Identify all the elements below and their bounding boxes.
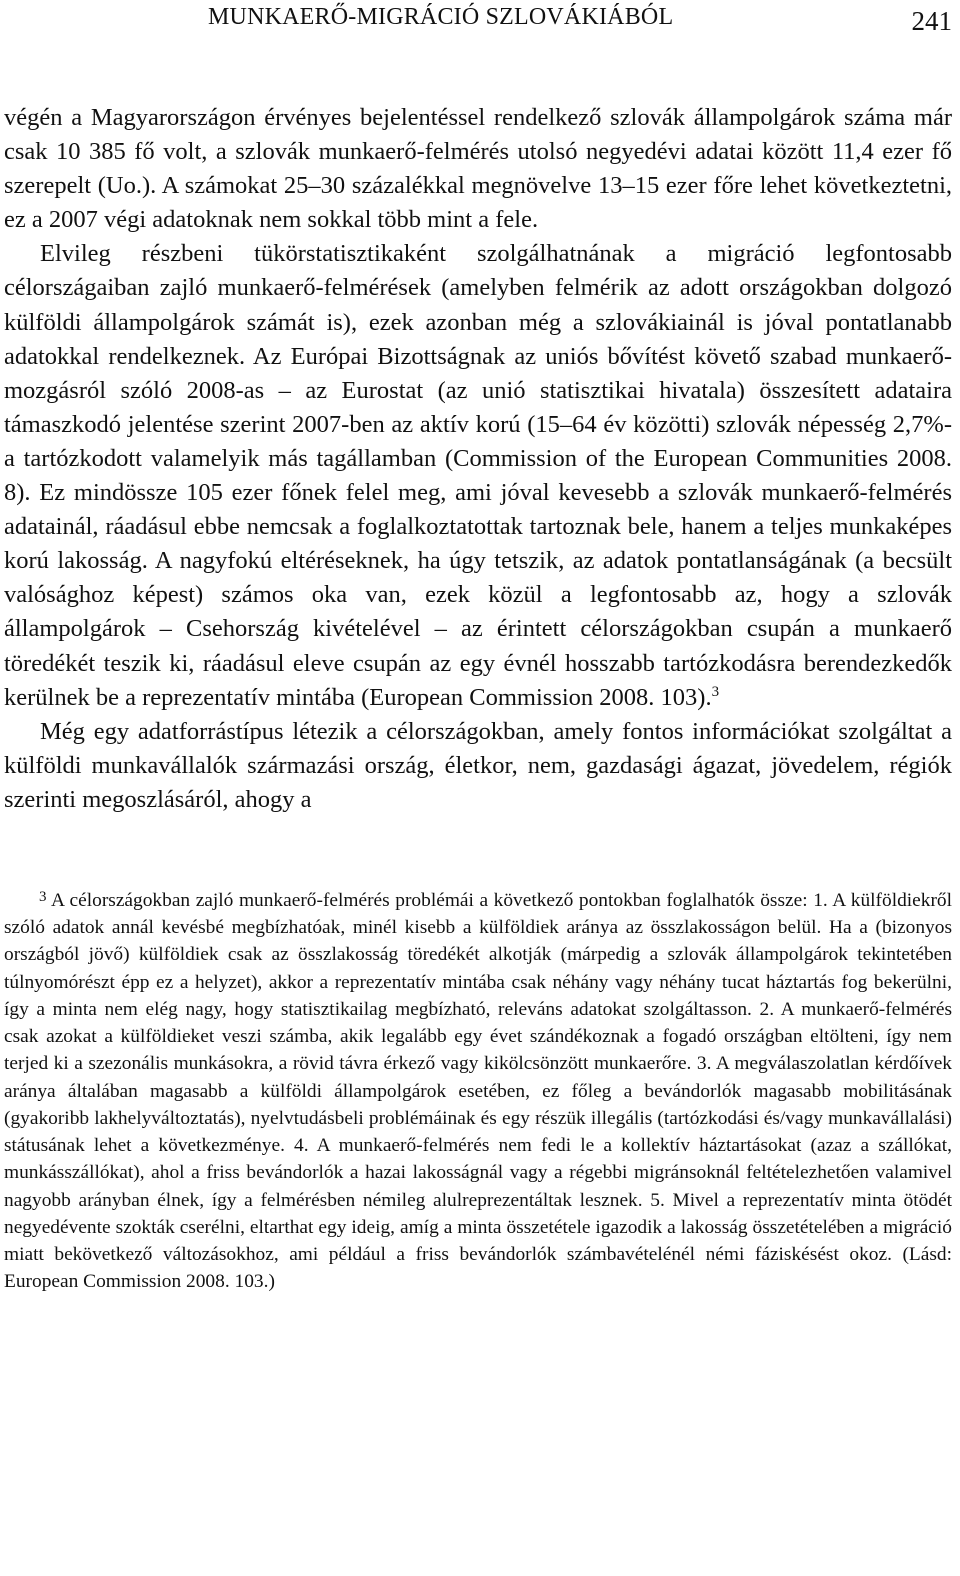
main-text [4,101,952,817]
footnotes [4,887,952,1296]
paragraph: Még egy adatforrástípus létezik a célországokban, amely fontos információkat szolgáltat a külföldi munkavállalók származási ország, életkor, nem, gazdasági ágazat, jövedelem, régiók szerinti megoszlásáról, ahogy a [4,717,952,813]
running-header [4,2,952,46]
footnote-number: 3 [39,888,47,905]
paragraph-text: Elvileg részbeni tükörstatisztikaként szolgálhatnának a migráció legfontosabb célországaiban zajló munkaerő-felmérések (amelyben felmérik az adott országokban dolgozó külföldi állampolgárok számát is), ezek azonban még a szlovákiainál is jóval pontatlanabb adatokkal rendelkeznek. Az Európai Bizottságnak az uniós bővítést követő szabad munkaerő-mozgásról szóló 2008-as – az Eurostat (az unió statisztikai hivatala) összesített adataira támaszkodó jelentése szerint 2007-ben az aktív korú (15–64 év közötti) szlovák népesség 2,7%-a tartózkodott valamelyik más tagállamban (Commission of the European Communities 2008. 8). Ez mindössze 105 ezer főnek felel meg, ami jóval kevesebb a szlovák munkaerő-felmérés adatainál, ráadásul ebbe nemcsak a foglalkoztatottak tartoznak bele, hanem a teljes munkaképes korú lakosság. A nagyfokú eltéréseknek, ha úgy tetszik, az adatok pontatlanságának (a becsült valósághoz képest) számos oka van, ezek közül a legfontosabb az, hogy a szlovák állampolgárok – Csehország kivételével – az érintett célországokban csupán a munkaerő töredékét teszik ki, ráadásul eleve csupán az egy évnél hosszabb tartózkodásra berendezkedők kerülnek be a reprezentatív mintába (European Commission 2008. 103). [4,240,952,711]
paragraph [4,237,952,714]
footnote-text: A célországokban zajló munkaerő-felmérés problémái a következő pontokban foglalhatók össze: 1. A külföldiekről szóló adatok annál kevésbé megbízhatóak, minél kisebb a külföldiek aránya az összlakosságon belül. Ha a (bizonyos országból jövő) külföldiek csak az összlakosság töredékét alkotják (márpedig a szlovák állampolgárok tekintetében túlnyomórészt épp ez a helyzet), akkor a reprezentatív mintába csak néhány vagy néhány tucat háztartás fog bekerülni, így a minta nem elég nagy, hogy statisztikailag megbízható, releváns adatokat szolgáltasson. 2. A munkaerő-felmérés csak azokat a külföldieket veszi számba, akik legalább egy évet szándékoznak a fogadó országban eltölteni, így nem terjed ki a szezonális munkásokra, a rövid távra érkező vagy kikölcsönzött munkaerőre. 3. A megválaszolatlan kérdőívek aránya általában magasabb a külföldi állampolgárok esetében, ez főleg a bevándorlók magasabb mobilitásának (gyakoribb lakhelyváltoztatás), nyelvtudásbeli problémáinak és egy részük illegális (tartózkodási és/vagy munkavállalási) státusának lehet a következménye. 4. A munkaerő-felmérés nem fedi le a kollektív háztartásokat (azaz a szállókat, munkásszállókat), ahol a friss bevándorlók a hazai lakosságnál vagy a régebbi migránsoknál feltételezhetően valamivel nagyobb arányban élnek, így a felmérésben némileg alulreprezentáltak lesznek. 5. Mivel a reprezentatív minta ötödét negyedévente szokták cserélni, eltarthat egy ideig, amíg a minta összetétele igazodik a lakosság összetételében a migráció miatt bekövetkező változásokhoz, ami például a friss bevándorlók számbavételénél némi fáziskésést okoz. (Lásd: European Commission 2008. 103.) [4,889,953,1293]
page-number: 241 [911,6,952,36]
footnote-reference[interactable]: 3 [711,683,720,700]
footnote [4,887,952,1296]
paragraph-continued: végén a Magyarországon érvényes bejelentéssel rendelkező szlovák állampolgárok száma már csak 10 385 fő volt, a szlovák munkaerő-felmérés utolsó negyedévi adatai között 11,4 ezer fő szerepelt (Uo.). A számokat 25–30 százalékkal megnövelve 13–15 ezer főre lehet következtetni, ez a 2007 végi adatoknak nem sokkal több mint a fele. [4,104,952,234]
running-title: MUNKAERŐ-MIGRÁCIÓ SZLOVÁKIÁBÓL [208,4,674,30]
book-page [4,0,952,1576]
